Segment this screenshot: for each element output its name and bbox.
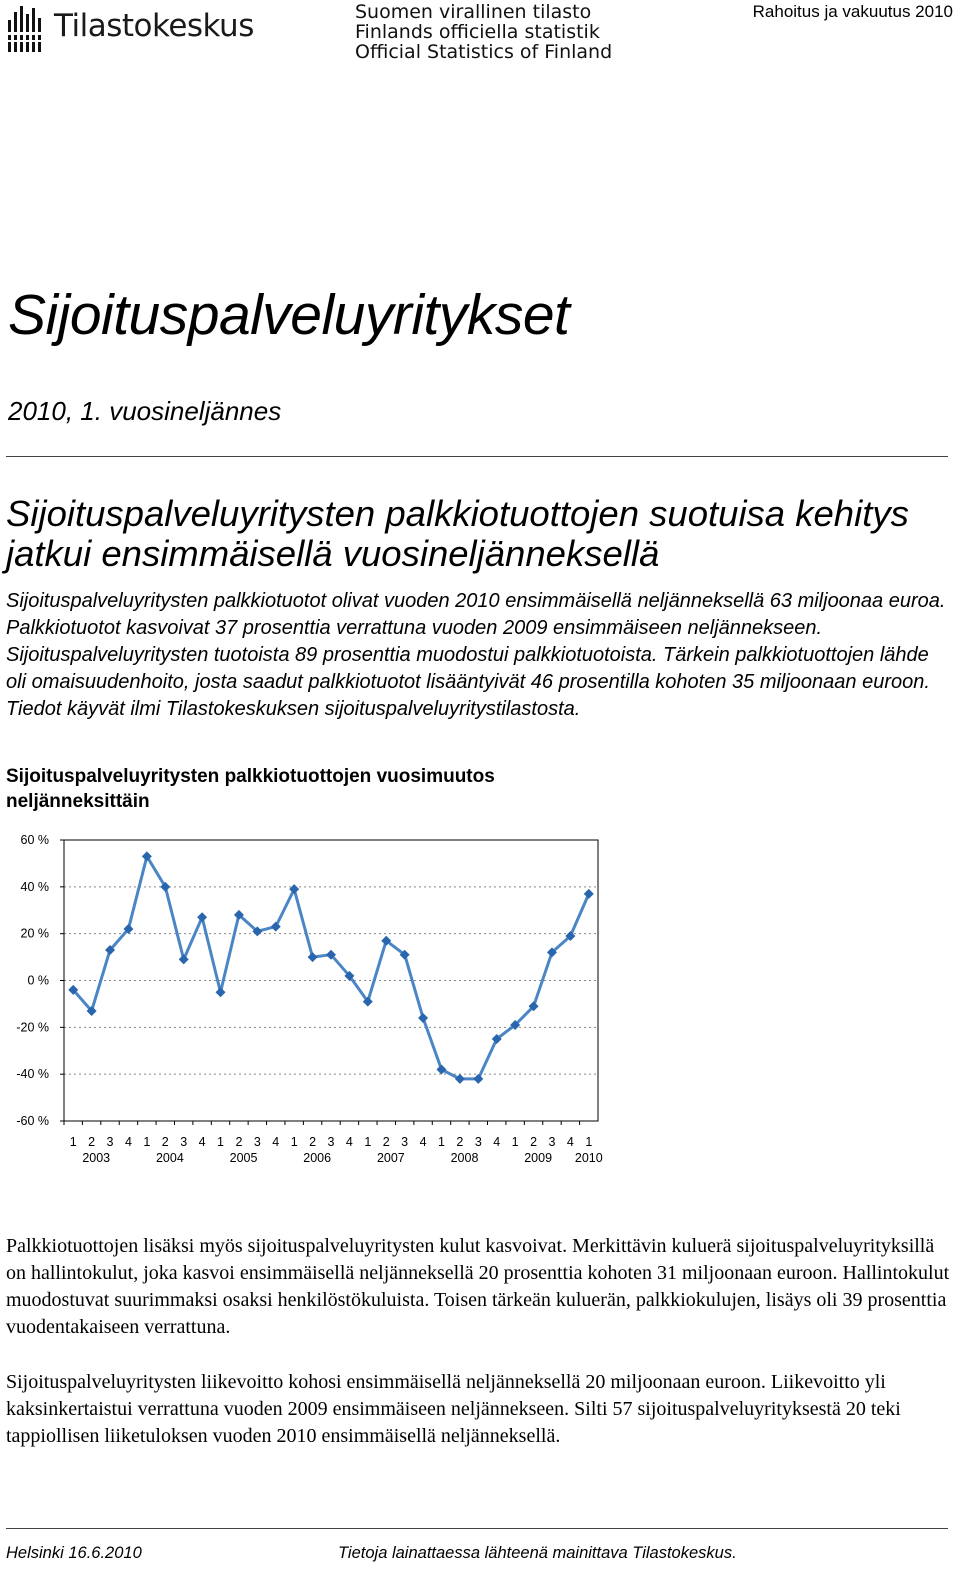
- y-tick-label: -20 %: [16, 1020, 49, 1035]
- data-point: [289, 884, 299, 894]
- x-quarter-label: 1: [438, 1135, 445, 1149]
- x-quarter-label: 3: [548, 1135, 556, 1149]
- x-year-label: 2006: [303, 1151, 332, 1165]
- x-quarter-label: 4: [124, 1135, 132, 1149]
- x-quarter-label: 3: [401, 1135, 409, 1149]
- y-tick-label: 60 %: [20, 833, 49, 847]
- x-quarter-label: 2: [88, 1135, 96, 1149]
- footer-divider: [6, 1528, 948, 1529]
- body-paragraph-2: Sijoituspalveluyritysten liikevoitto kohosi ensimmäisellä neljänneksellä 20 miljoonaan euroon. Liikevoitto yli kaksinkertaistui verrattuna vuoden 2009 ensimmäiseen neljännekseen. Silti 57 sijoituspalveluyrityksestä 20 teki tappiollisen liiketuloksen vuoden 2010 ensimmäisellä neljänneksellä.: [6, 1371, 901, 1447]
- x-quarter-label: 1: [585, 1135, 593, 1149]
- data-point: [455, 1074, 465, 1084]
- y-tick-label: 0 %: [27, 973, 49, 988]
- x-year-label: 2009: [524, 1151, 553, 1165]
- x-year-label: 2004: [155, 1151, 184, 1165]
- x-quarter-label: 1: [364, 1135, 372, 1149]
- x-quarter-label: 2: [309, 1135, 317, 1149]
- x-quarter-label: 2: [161, 1135, 169, 1149]
- footer-citation: Tietoja lainattaessa lähteenä mainittava Tilastokeskus.: [338, 1544, 737, 1562]
- y-tick-label: 20 %: [20, 926, 49, 941]
- x-quarter-label: 3: [180, 1135, 188, 1149]
- data-point: [179, 954, 189, 964]
- line-chart: [0, 822, 620, 1172]
- x-quarter-label: 3: [106, 1135, 114, 1149]
- official-statistics-label: [355, 2, 612, 62]
- x-quarter-label: 3: [474, 1135, 482, 1149]
- x-quarter-label: 4: [419, 1135, 427, 1149]
- data-point: [308, 952, 318, 962]
- x-quarter-label: 4: [493, 1135, 501, 1149]
- x-quarter-label: 1: [290, 1135, 298, 1149]
- x-year-label: 2007: [376, 1151, 405, 1165]
- x-quarter-label: 2: [530, 1135, 538, 1149]
- data-point: [197, 912, 207, 922]
- x-quarter-label: 1: [69, 1135, 77, 1149]
- data-point: [418, 1013, 428, 1023]
- x-quarter-label: 2: [456, 1135, 464, 1149]
- x-year-label: 2010: [574, 1151, 603, 1165]
- y-tick-label: -60 %: [16, 1114, 49, 1128]
- official-line-fi: Suomen virallinen tilasto: [355, 1, 592, 23]
- x-quarter-label: 3: [253, 1135, 261, 1149]
- y-tick-label: 40 %: [20, 879, 49, 894]
- tilastokeskus-logo-icon: [6, 4, 48, 52]
- data-point: [436, 1064, 446, 1074]
- period-label: 2010, 1. vuosineljännes: [8, 396, 282, 426]
- x-quarter-label: 1: [217, 1135, 224, 1149]
- x-quarter-label: 1: [511, 1135, 519, 1149]
- chart-title: Sijoituspalveluyritysten palkkiotuottojen vuosimuutos neljänneksittäin: [6, 766, 495, 812]
- body-paragraph-1: Palkkiotuottojen lisäksi myös sijoituspalveluyritysten kulut kasvoivat. Merkittävin kuluerä sijoituspalveluyrityksillä on hallintokulut, joka kasvoi ensimmäisellä neljänneksellä 20 prosenttia kohoten 31 miljoonaan euroon. Hallintokulut muodostuvat suurimmaksi osaksi henkilöstökuluista. Toisen tärkeän kuluerän, palkkiokulujen, lisäys oli 39 prosenttia vuodentakaiseen verrattuna.: [6, 1235, 950, 1338]
- official-line-en: Official Statistics of Finland: [355, 41, 613, 63]
- data-point: [271, 922, 281, 932]
- x-quarter-label: 2: [382, 1135, 390, 1149]
- topic-label: Rahoitus ja vakuutus 2010: [752, 2, 953, 21]
- x-year-label: 2008: [450, 1151, 479, 1165]
- data-point: [473, 1074, 483, 1084]
- x-quarter-label: 4: [272, 1135, 280, 1149]
- x-quarter-label: 4: [345, 1135, 353, 1149]
- footer-place-date: Helsinki 16.6.2010: [6, 1544, 142, 1562]
- y-tick-label: -40 %: [16, 1067, 49, 1082]
- x-quarter-label: 4: [566, 1135, 574, 1149]
- series-line: [73, 856, 589, 1079]
- x-quarter-label: 4: [198, 1135, 206, 1149]
- data-point: [216, 987, 226, 997]
- x-year-label: 2003: [82, 1151, 111, 1165]
- data-point: [584, 889, 594, 899]
- headline: Sijoituspalveluyritysten palkkiotuottojen suotuisa kehitys jatkui ensimmäisellä vuosineljänneksellä: [6, 493, 909, 574]
- official-line-sv: Finlands officiella statistik: [355, 21, 600, 43]
- logo-wordmark: Tilastokeskus: [54, 8, 254, 44]
- lead-paragraph: Sijoituspalveluyritysten palkkiotuotot olivat vuoden 2010 ensimmäisellä neljänneksellä 63 miljoonaa euroa. Palkkiotuotot kasvoivat 37 prosenttia verrattuna vuoden 2009 ensimmäiseen neljännekseen. Sijoituspalveluyritysten tuotoista 89 prosenttia muodostui palkkiotuotoista. Tärkein palkkiotuottojen lähde oli omaisuudenhoito, josta saadut palkkiotuotot lisääntyivät 46 prosentilla kohoten 35 miljoonaan euroon. Tiedot käyvät ilmi Tilastokeskuksen sijoituspalveluyritystilastosta.: [6, 590, 946, 720]
- x-quarter-label: 1: [143, 1135, 151, 1149]
- divider: [6, 456, 948, 457]
- x-year-label: 2005: [229, 1151, 258, 1165]
- x-quarter-label: 2: [235, 1135, 243, 1149]
- x-quarter-label: 3: [327, 1135, 335, 1149]
- page-title: Sijoituspalveluyritykset: [8, 283, 570, 347]
